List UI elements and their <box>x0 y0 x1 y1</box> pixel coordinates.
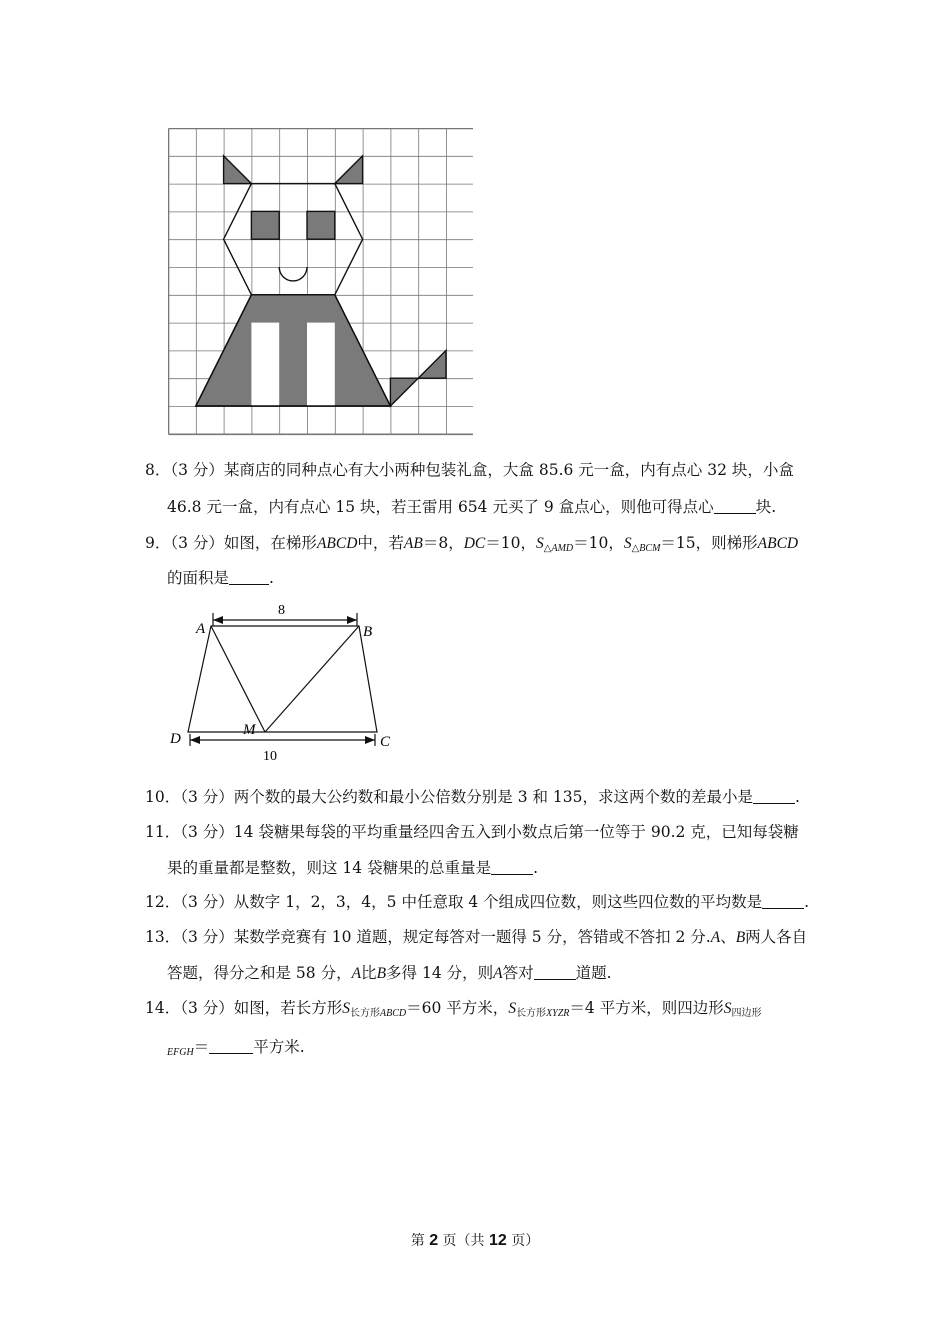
answer-blank-9[interactable] <box>229 570 269 585</box>
var-dc: DC <box>463 535 486 552</box>
arrow-top-right <box>347 616 357 624</box>
question-12-score: （3 分） <box>180 893 234 911</box>
sub-amd: △AMD <box>543 543 574 554</box>
right-ear <box>335 156 363 184</box>
sub-quad: 四边形 <box>731 1008 762 1019</box>
segment-bm <box>265 626 359 732</box>
label-a: A <box>196 621 206 637</box>
sub-bcm: △BCM <box>631 543 661 554</box>
var-a: A <box>493 965 503 982</box>
question-9-text: ＝15，则梯形 <box>660 534 758 552</box>
question-13-number: 13． <box>145 928 181 946</box>
question-11-text: 14 袋糖果每袋的平均重量经四舍五入到小数点后第一位等于 90.2 克，已知每袋糖 <box>233 823 799 841</box>
label-bottom-length: 10 <box>263 749 277 764</box>
var-b: B <box>376 965 387 982</box>
question-13-text: 某数学竞赛有 10 道题，规定每答对一题得 5 分，答错或不答扣 2 分. <box>233 928 711 946</box>
var-a: A <box>710 929 721 946</box>
cat-body <box>196 295 391 406</box>
sub-rect: 长方形 <box>516 1008 547 1019</box>
left-ear <box>224 156 252 184</box>
sub-rect: 长方形 <box>350 1008 381 1019</box>
var-ab: AB <box>403 535 423 552</box>
question-9-text: 中，若 <box>357 534 404 552</box>
question-14-line-1 <box>145 998 761 1024</box>
label-m: M <box>243 722 256 738</box>
question-9-text: ＝10， <box>485 534 537 552</box>
var-abcd: ABCD <box>316 535 358 552</box>
question-9-line-1 <box>145 533 798 559</box>
footer-text: 页（共 <box>438 1233 489 1249</box>
answer-blank-14[interactable] <box>209 1039 253 1054</box>
var-s: S <box>536 535 544 552</box>
question-9-end: . <box>269 569 274 587</box>
question-12-text: 从数字 1，2，3，4，5 中任意取 4 个组成四位数，则这些四位数的平均数是 <box>233 893 763 911</box>
cat-mouth <box>279 267 307 281</box>
var-a: A <box>351 965 362 982</box>
question-11-text-2: 果的重量都是整数，则这 14 袋糖果的总重量是 <box>167 859 492 877</box>
question-11-end: . <box>533 859 539 877</box>
question-13-text-2: 多得 14 分，则 <box>386 964 494 982</box>
arrow-bottom-right <box>365 736 375 744</box>
question-9-text-2: 的面积是 <box>167 569 230 587</box>
question-11-line-1 <box>145 822 799 842</box>
label-top-length: 8 <box>278 603 285 618</box>
question-9-text: ＝8， <box>422 534 464 552</box>
var-s: S <box>508 1000 517 1017</box>
label-c: C <box>380 734 391 750</box>
body-stripe-1 <box>251 323 279 406</box>
body-stripe-2 <box>307 323 335 406</box>
question-14-end: 平方米. <box>253 1038 305 1056</box>
answer-blank-13[interactable] <box>534 965 576 980</box>
question-10-score: （3 分） <box>180 788 234 806</box>
sub-xyzr: XYZR <box>546 1008 570 1019</box>
question-14-score: （3 分） <box>180 999 234 1017</box>
arrow-bottom-left <box>190 736 200 744</box>
sub-abcd: ABCD <box>380 1008 407 1019</box>
question-8-text-2: 46.8 元一盒，内有点心 15 块，若王雷用 654 元买了 9 盒点心，则他可得点心 <box>167 498 714 516</box>
question-8-text: 某商店的同种点心有大小两种包装礼盒，大盒 85.6 元一盒，内有点心 32 块，小盒 <box>223 461 794 479</box>
question-8-score: （3 分） <box>170 461 224 479</box>
question-14-text-2: ＝ <box>193 1038 210 1056</box>
question-12-line-1 <box>145 892 809 912</box>
question-10-line-1 <box>145 787 800 807</box>
answer-blank-8[interactable] <box>714 499 756 514</box>
footer-total-pages: 12 <box>489 1232 507 1249</box>
label-b: B <box>363 624 373 640</box>
answer-blank-11[interactable] <box>491 860 533 875</box>
question-13-end: 道题. <box>575 964 612 982</box>
question-12-end: . <box>804 893 810 911</box>
arrow-top-left <box>213 616 223 624</box>
question-9-text: ＝10， <box>573 534 624 552</box>
cat-grid-figure <box>168 128 473 437</box>
cat-head <box>224 184 363 295</box>
question-14-text: ＝4 平方米，则四边形 <box>569 999 724 1017</box>
question-9-text: 如图，在梯形 <box>223 534 317 552</box>
answer-blank-12[interactable] <box>762 894 804 909</box>
question-14-number: 14． <box>145 999 181 1017</box>
question-10-number: 10． <box>145 788 181 806</box>
question-9-line-2 <box>167 568 274 588</box>
question-14-line-2 <box>167 1037 305 1063</box>
question-13-text-2: 答题，得分之和是 58 分， <box>167 964 352 982</box>
question-11-line-2 <box>167 858 538 878</box>
var-b: B <box>735 929 746 946</box>
label-d: D <box>170 731 181 747</box>
question-9-score: （3 分） <box>170 534 224 552</box>
var-abcd: ABCD <box>757 535 799 552</box>
sub-efgh: EFGH <box>167 1047 194 1058</box>
question-13-line-2 <box>167 963 612 984</box>
tail-lower <box>390 378 418 406</box>
question-10-text: 两个数的最大公约数和最小公倍数分别是 3 和 135，求这两个数的差最小是 <box>233 788 754 806</box>
question-14-text: ＝60 平方米， <box>406 999 509 1017</box>
var-s: S <box>342 1000 351 1017</box>
question-13-text: 两人各自 <box>745 928 808 946</box>
question-8-end: 块. <box>755 498 777 516</box>
left-eye <box>251 211 279 239</box>
var-s: S <box>623 535 632 552</box>
question-13-text-2: 比 <box>361 964 377 982</box>
answer-blank-10[interactable] <box>753 789 795 804</box>
question-12-number: 12． <box>145 893 181 911</box>
question-13-line-1 <box>145 927 807 948</box>
question-10-end: . <box>795 788 800 806</box>
segment-am <box>211 626 265 732</box>
footer-text: 页） <box>506 1233 540 1249</box>
right-eye <box>307 211 335 239</box>
question-9-number: 9． <box>145 534 171 552</box>
question-14-text: 如图，若长方形 <box>233 999 343 1017</box>
question-11-score: （3 分） <box>180 823 234 841</box>
trapezoid-figure <box>160 598 400 768</box>
question-11-number: 11． <box>145 823 181 841</box>
footer-page-number: 2 <box>429 1232 439 1249</box>
question-13-text-2: 答对 <box>502 964 534 982</box>
question-8-number: 8． <box>145 461 171 479</box>
footer-text: 第 <box>410 1233 430 1249</box>
var-s: S <box>723 1000 732 1017</box>
question-13-score: （3 分） <box>180 928 234 946</box>
question-13-sep: 、 <box>720 928 736 946</box>
question-8-line-1 <box>145 460 794 480</box>
question-8-line-2 <box>167 497 776 517</box>
tail-upper <box>418 350 446 378</box>
trapezoid-outline <box>188 626 377 732</box>
cat-drawing <box>196 156 446 406</box>
page-footer <box>0 1230 950 1250</box>
